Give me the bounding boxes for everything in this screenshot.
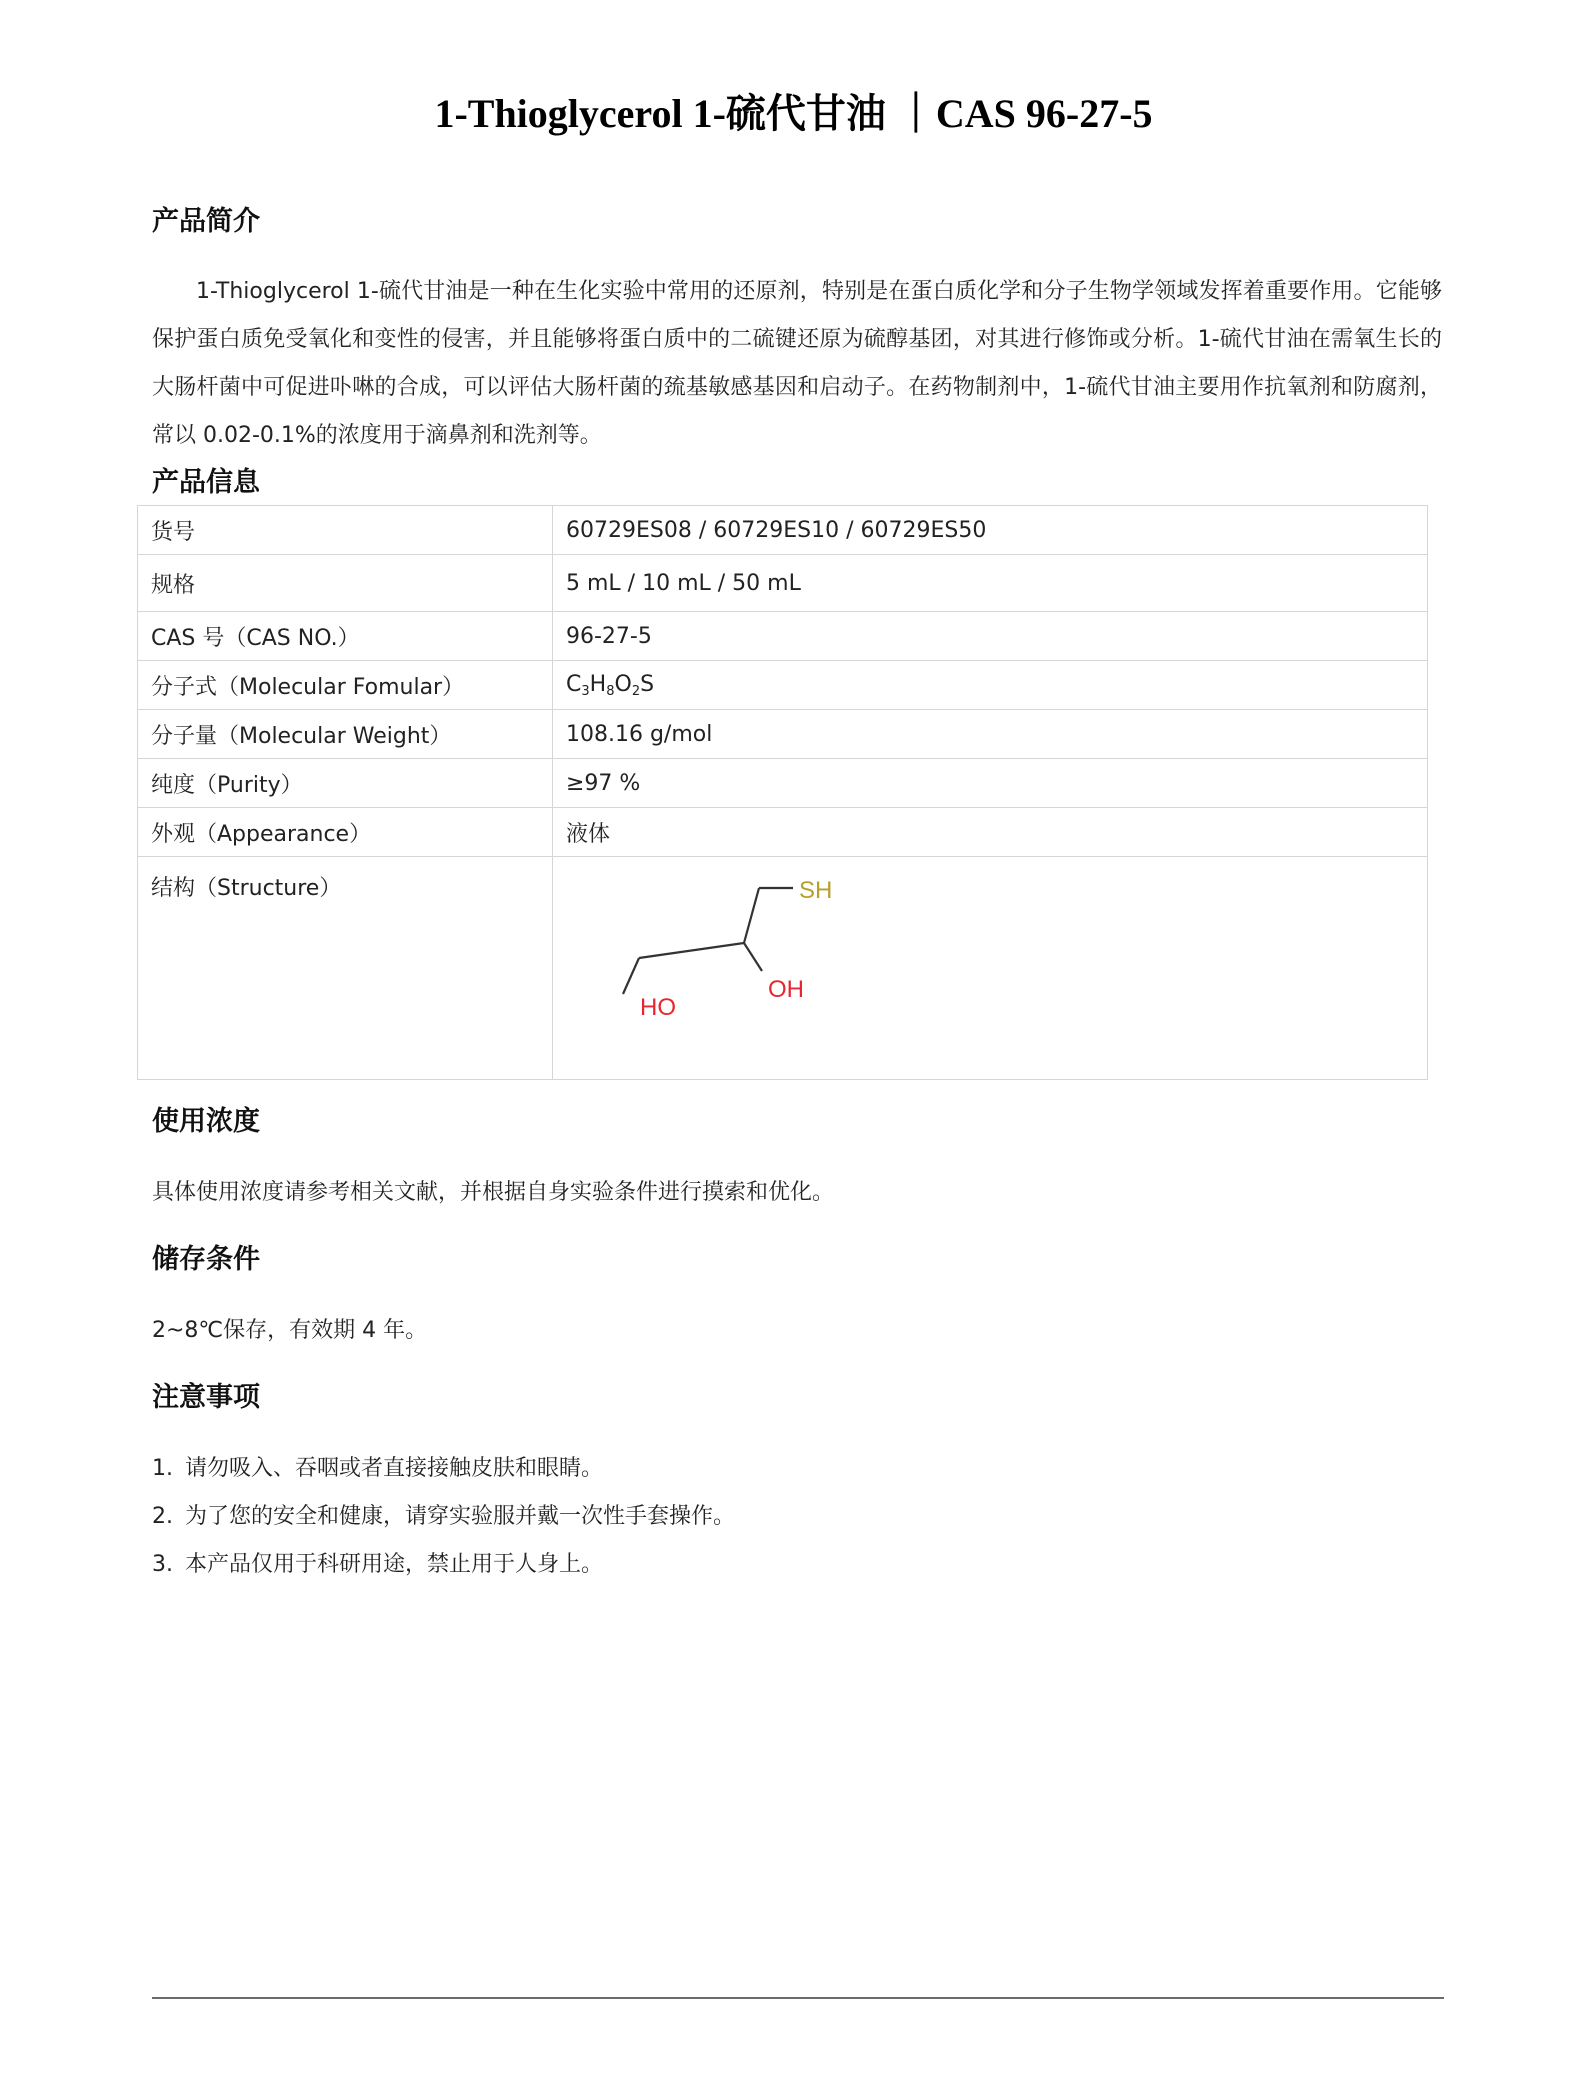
formula-s: S [640, 671, 655, 697]
row-value-appearance: 液体 [553, 808, 1428, 857]
table-row [138, 759, 1428, 808]
row-value-formula [553, 661, 1428, 710]
list-number: 2. [152, 1504, 173, 1529]
list-text: 请勿吸入、吞咽或者直接接触皮肤和眼睛。 [185, 1456, 604, 1481]
bond-3 [744, 943, 762, 971]
row-label-structure: 结构（Structure） [138, 857, 553, 1080]
row-value-structure [553, 857, 1428, 1080]
row-label-mw: 分子量（Molecular Weight） [138, 710, 553, 759]
table-row [138, 506, 1428, 555]
row-label-appearance: 外观（Appearance） [138, 808, 553, 857]
row-label-purity: 纯度（Purity） [138, 759, 553, 808]
table-row [138, 808, 1428, 857]
bond-1 [623, 958, 639, 994]
row-value-catalog-no: 60729ES08 / 60729ES10 / 60729ES50 [553, 506, 1428, 555]
table-row [138, 555, 1428, 612]
bond-2 [639, 943, 744, 958]
row-value-mw: 108.16 g/mol [553, 710, 1428, 759]
row-label-formula: 分子式（Molecular Fomular） [138, 661, 553, 710]
atom-label-oh: OH [768, 976, 804, 1003]
section-heading-storage: 储存条件 [152, 1244, 260, 1275]
formula-o-count: 2 [631, 683, 641, 699]
section-heading-concentration: 使用浓度 [152, 1106, 260, 1137]
row-value-spec: 5 mL / 10 mL / 50 mL [553, 555, 1428, 612]
row-label-spec: 规格 [138, 555, 553, 612]
table-row [138, 612, 1428, 661]
list-text: 本产品仅用于科研用途，禁止用于人身上。 [185, 1552, 604, 1577]
list-number: 3. [152, 1552, 173, 1577]
formula-c: C [566, 671, 582, 697]
row-label-cas: CAS 号（CAS NO.） [138, 612, 553, 661]
section-heading-intro: 产品简介 [152, 206, 260, 237]
row-label-catalog-no: 货号 [138, 506, 553, 555]
intro-paragraph: 1-Thioglycerol 1-硫代甘油是一种在生化实验中常用的还原剂，特别是在蛋白质化学和分子生物学领域发挥着重要作用。它能够保护蛋白质免受氧化和变性的侵害，并且能够将蛋白质中的二硫键还原为硫醇基团，对其进行修饰或分析。1-硫代甘油在需氧生长的大肠杆菌中可促进卟啉的合成，可以评估大肠杆菌的巯基敏感基因和启动子。在药物制剂中，1-硫代甘油主要用作抗氧剂和防腐剂，常以 0.02-0.1%的浓度用于滴鼻剂和洗剂等。 [152, 279, 1442, 448]
formula-h-count: 8 [606, 683, 615, 699]
row-value-cas: 96-27-5 [553, 612, 1428, 661]
list-item [152, 1548, 603, 1582]
footer-divider [152, 1997, 1444, 1999]
list-number: 1. [152, 1456, 173, 1481]
formula-o: O [614, 671, 632, 697]
page-title: 1-Thioglycerol 1-硫代甘油 ｜CAS 96-27-5 [434, 91, 1153, 136]
list-text: 为了您的安全和健康，请穿实验服并戴一次性手套操作。 [185, 1504, 736, 1529]
section-heading-info: 产品信息 [152, 467, 260, 498]
formula-c-count: 3 [581, 683, 590, 699]
formula-h: H [589, 671, 607, 697]
storage-text: 2~8℃保存，有效期 4 年。 [152, 1318, 428, 1343]
atom-label-sh: SH [799, 877, 833, 904]
bond-4 [744, 888, 759, 943]
table-row [138, 710, 1428, 759]
atom-label-ho: HO [640, 994, 676, 1021]
list-item [152, 1452, 603, 1486]
section-heading-notes: 注意事项 [152, 1382, 260, 1413]
list-item [152, 1500, 735, 1534]
concentration-text: 具体使用浓度请参考相关文献，并根据自身实验条件进行摸索和优化。 [152, 1180, 835, 1205]
table-row [138, 857, 1428, 1080]
table-row [138, 661, 1428, 710]
row-value-purity: ≥97 % [553, 759, 1428, 808]
structure-diagram [566, 871, 866, 1061]
product-info-table [137, 505, 1428, 1080]
